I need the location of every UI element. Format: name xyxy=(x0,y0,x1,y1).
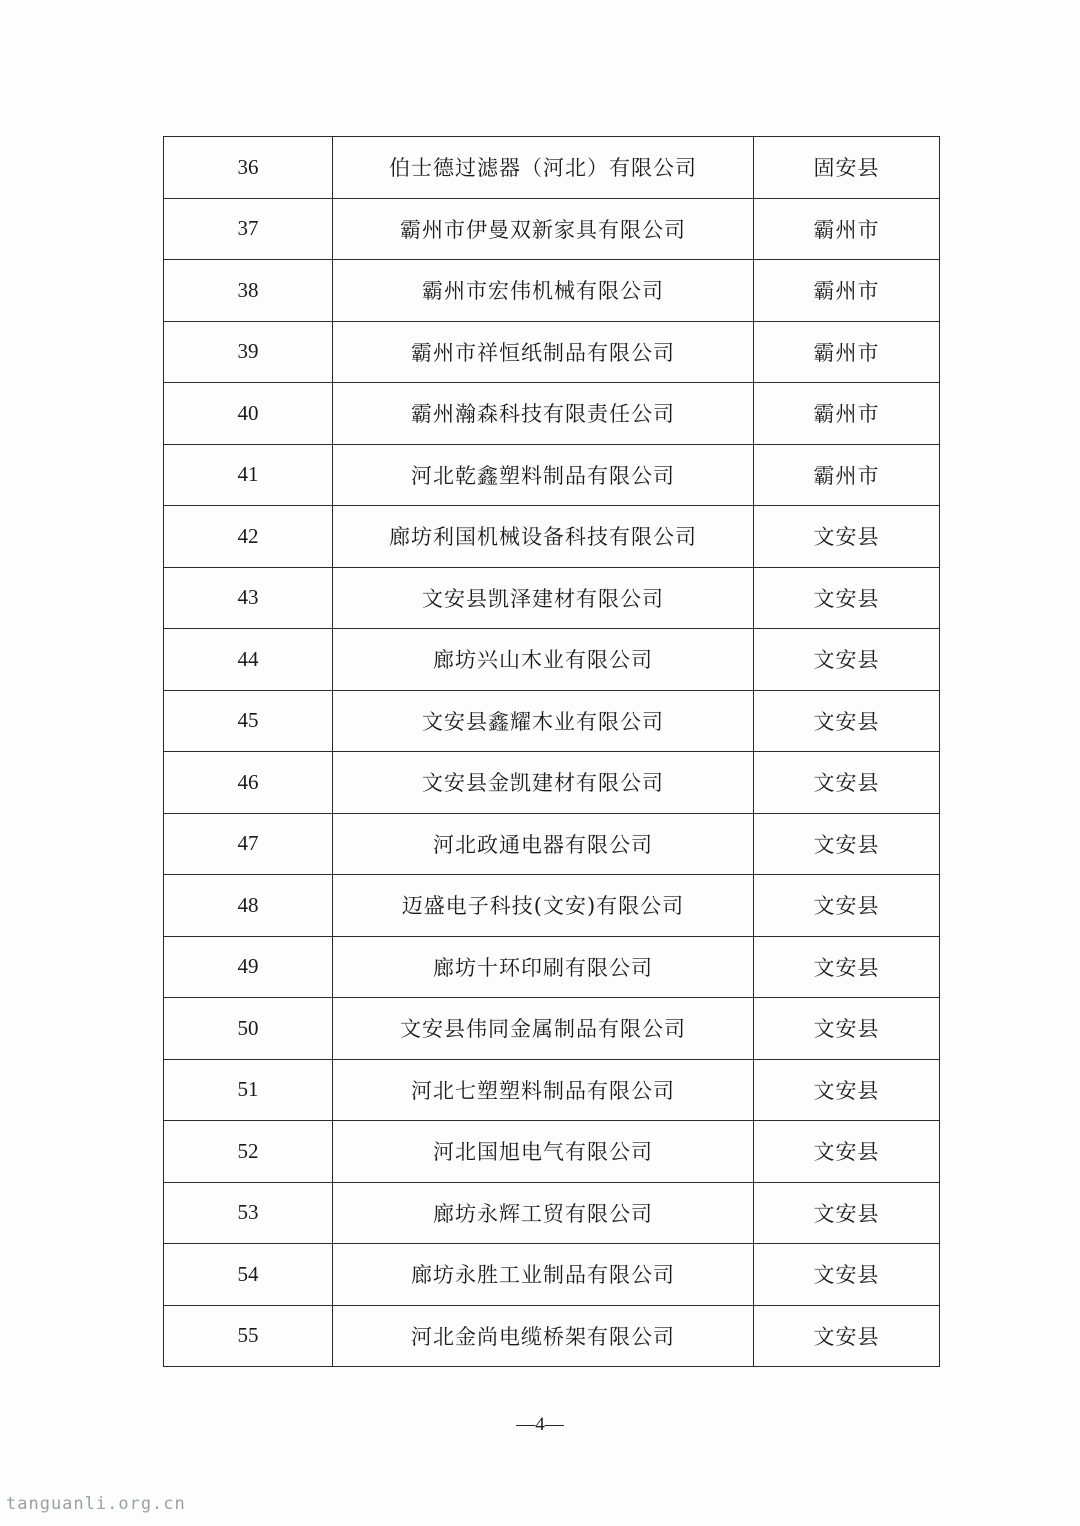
table-row xyxy=(164,444,940,506)
region-cell: 文安县 xyxy=(754,936,940,998)
watermark-text: tanguanli.org.cn xyxy=(6,1494,186,1514)
row-number-cell: 37 xyxy=(164,198,333,260)
company-name-cell: 河北国旭电气有限公司 xyxy=(333,1121,754,1183)
company-name-cell: 伯士德过滤器（河北）有限公司 xyxy=(333,137,754,199)
table-row xyxy=(164,690,940,752)
table-row xyxy=(164,1305,940,1367)
region-cell: 文安县 xyxy=(754,875,940,937)
row-number-cell: 45 xyxy=(164,690,333,752)
row-number-cell: 38 xyxy=(164,260,333,322)
company-name-cell: 廊坊利国机械设备科技有限公司 xyxy=(333,506,754,568)
row-number-cell: 50 xyxy=(164,998,333,1060)
company-name-cell: 霸州市伊曼双新家具有限公司 xyxy=(333,198,754,260)
region-cell: 文安县 xyxy=(754,752,940,814)
table-row xyxy=(164,1059,940,1121)
company-name-cell: 霸州瀚森科技有限责任公司 xyxy=(333,383,754,445)
region-cell: 文安县 xyxy=(754,1182,940,1244)
table-row xyxy=(164,629,940,691)
company-name-cell: 河北政通电器有限公司 xyxy=(333,813,754,875)
company-name-cell: 文安县鑫耀木业有限公司 xyxy=(333,690,754,752)
row-number-cell: 47 xyxy=(164,813,333,875)
table-row xyxy=(164,752,940,814)
row-number-cell: 54 xyxy=(164,1244,333,1306)
page-number: —4— xyxy=(516,1414,564,1435)
region-cell: 文安县 xyxy=(754,567,940,629)
table-row xyxy=(164,137,940,199)
table-row xyxy=(164,383,940,445)
table-row xyxy=(164,1182,940,1244)
region-cell: 文安县 xyxy=(754,690,940,752)
table-row xyxy=(164,260,940,322)
row-number-cell: 51 xyxy=(164,1059,333,1121)
table-row xyxy=(164,567,940,629)
region-cell: 文安县 xyxy=(754,998,940,1060)
company-name-cell: 河北金尚电缆桥架有限公司 xyxy=(333,1305,754,1367)
company-name-cell: 廊坊永胜工业制品有限公司 xyxy=(333,1244,754,1306)
company-name-cell: 廊坊永辉工贸有限公司 xyxy=(333,1182,754,1244)
row-number-cell: 42 xyxy=(164,506,333,568)
table-row xyxy=(164,506,940,568)
region-cell: 霸州市 xyxy=(754,383,940,445)
row-number-cell: 55 xyxy=(164,1305,333,1367)
row-number-cell: 41 xyxy=(164,444,333,506)
row-number-cell: 48 xyxy=(164,875,333,937)
company-name-cell: 廊坊十环印刷有限公司 xyxy=(333,936,754,998)
table-row xyxy=(164,936,940,998)
company-name-cell: 霸州市宏伟机械有限公司 xyxy=(333,260,754,322)
company-list-table xyxy=(163,136,940,1367)
company-name-cell: 文安县凯泽建材有限公司 xyxy=(333,567,754,629)
region-cell: 霸州市 xyxy=(754,444,940,506)
region-cell: 文安县 xyxy=(754,1121,940,1183)
company-name-cell: 迈盛电子科技(文安)有限公司 xyxy=(333,875,754,937)
row-number-cell: 49 xyxy=(164,936,333,998)
table-row xyxy=(164,1244,940,1306)
row-number-cell: 53 xyxy=(164,1182,333,1244)
region-cell: 文安县 xyxy=(754,506,940,568)
table-row xyxy=(164,1121,940,1183)
region-cell: 文安县 xyxy=(754,813,940,875)
table-row xyxy=(164,875,940,937)
row-number-cell: 52 xyxy=(164,1121,333,1183)
row-number-cell: 46 xyxy=(164,752,333,814)
row-number-cell: 44 xyxy=(164,629,333,691)
table-row xyxy=(164,198,940,260)
table-row xyxy=(164,998,940,1060)
region-cell: 霸州市 xyxy=(754,321,940,383)
region-cell: 文安县 xyxy=(754,1305,940,1367)
row-number-cell: 40 xyxy=(164,383,333,445)
region-cell: 文安县 xyxy=(754,629,940,691)
table-row xyxy=(164,321,940,383)
company-name-cell: 廊坊兴山木业有限公司 xyxy=(333,629,754,691)
company-list-table-body xyxy=(164,137,940,1367)
company-name-cell: 河北乾鑫塑料制品有限公司 xyxy=(333,444,754,506)
company-name-cell: 河北七塑塑料制品有限公司 xyxy=(333,1059,754,1121)
region-cell: 文安县 xyxy=(754,1059,940,1121)
row-number-cell: 36 xyxy=(164,137,333,199)
row-number-cell: 43 xyxy=(164,567,333,629)
company-name-cell: 文安县伟同金属制品有限公司 xyxy=(333,998,754,1060)
region-cell: 文安县 xyxy=(754,1244,940,1306)
row-number-cell: 39 xyxy=(164,321,333,383)
region-cell: 霸州市 xyxy=(754,198,940,260)
company-name-cell: 霸州市祥恒纸制品有限公司 xyxy=(333,321,754,383)
region-cell: 霸州市 xyxy=(754,260,940,322)
table-row xyxy=(164,813,940,875)
region-cell: 固安县 xyxy=(754,137,940,199)
company-name-cell: 文安县金凯建材有限公司 xyxy=(333,752,754,814)
